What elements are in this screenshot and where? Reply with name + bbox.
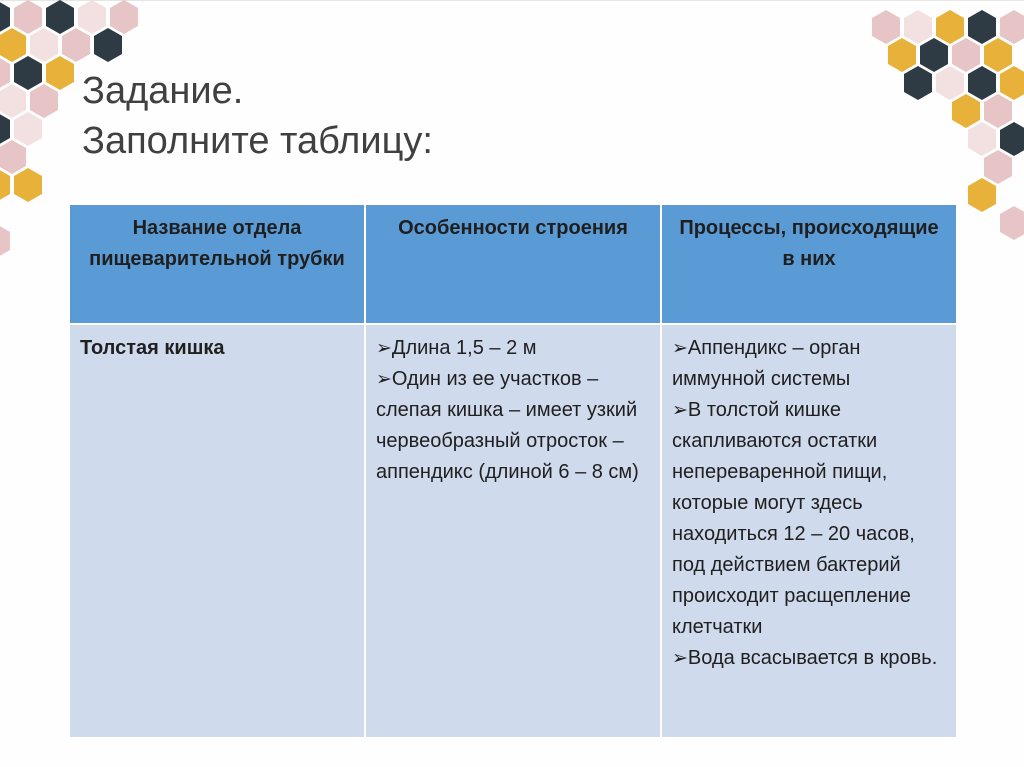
structure-item-text: Один из ее участков – слепая кишка – имеет узкий червеобразный отросток – аппендикс (длиной 6 – 8 см) [376, 368, 639, 483]
process-item-text: Аппендикс – орган иммунной системы [672, 337, 861, 390]
bullet-arrow-icon: ➢ [376, 338, 392, 359]
column-header-section-name: Название отдела пищеварительной трубки [69, 204, 365, 324]
processes-list [672, 333, 946, 674]
cell-structure [365, 324, 661, 738]
cell-processes [661, 324, 957, 738]
bullet-arrow-icon: ➢ [672, 648, 688, 669]
list-item [672, 333, 946, 395]
cell-section-name: Толстая кишка [69, 324, 365, 738]
list-item [376, 333, 650, 364]
list-item [672, 643, 946, 674]
list-item [672, 395, 946, 643]
digestive-table [68, 203, 958, 739]
process-item-text: В толстой кишке скапливаются остатки непереваренной пищи, которые могут здесь находиться 12 – 20 часов, под действием бактерий происходит расщепление клетчатки [672, 399, 915, 638]
bullet-arrow-icon: ➢ [376, 369, 392, 390]
title-line-2: Заполните таблицу: [82, 120, 433, 162]
structure-list [376, 333, 650, 488]
list-item [376, 364, 650, 488]
bullet-arrow-icon: ➢ [672, 400, 688, 421]
bullet-arrow-icon: ➢ [672, 338, 688, 359]
process-item-text: Вода всасывается в кровь. [687, 647, 938, 669]
slide-title [82, 66, 433, 166]
table-row [69, 324, 957, 738]
column-header-processes: Процессы, происходящие в них [661, 204, 957, 324]
title-line-1: Задание. [82, 70, 244, 112]
table-header-row [69, 204, 957, 324]
column-header-structure: Особенности строения [365, 204, 661, 324]
structure-item-text: Длина 1,5 – 2 м [391, 337, 537, 359]
